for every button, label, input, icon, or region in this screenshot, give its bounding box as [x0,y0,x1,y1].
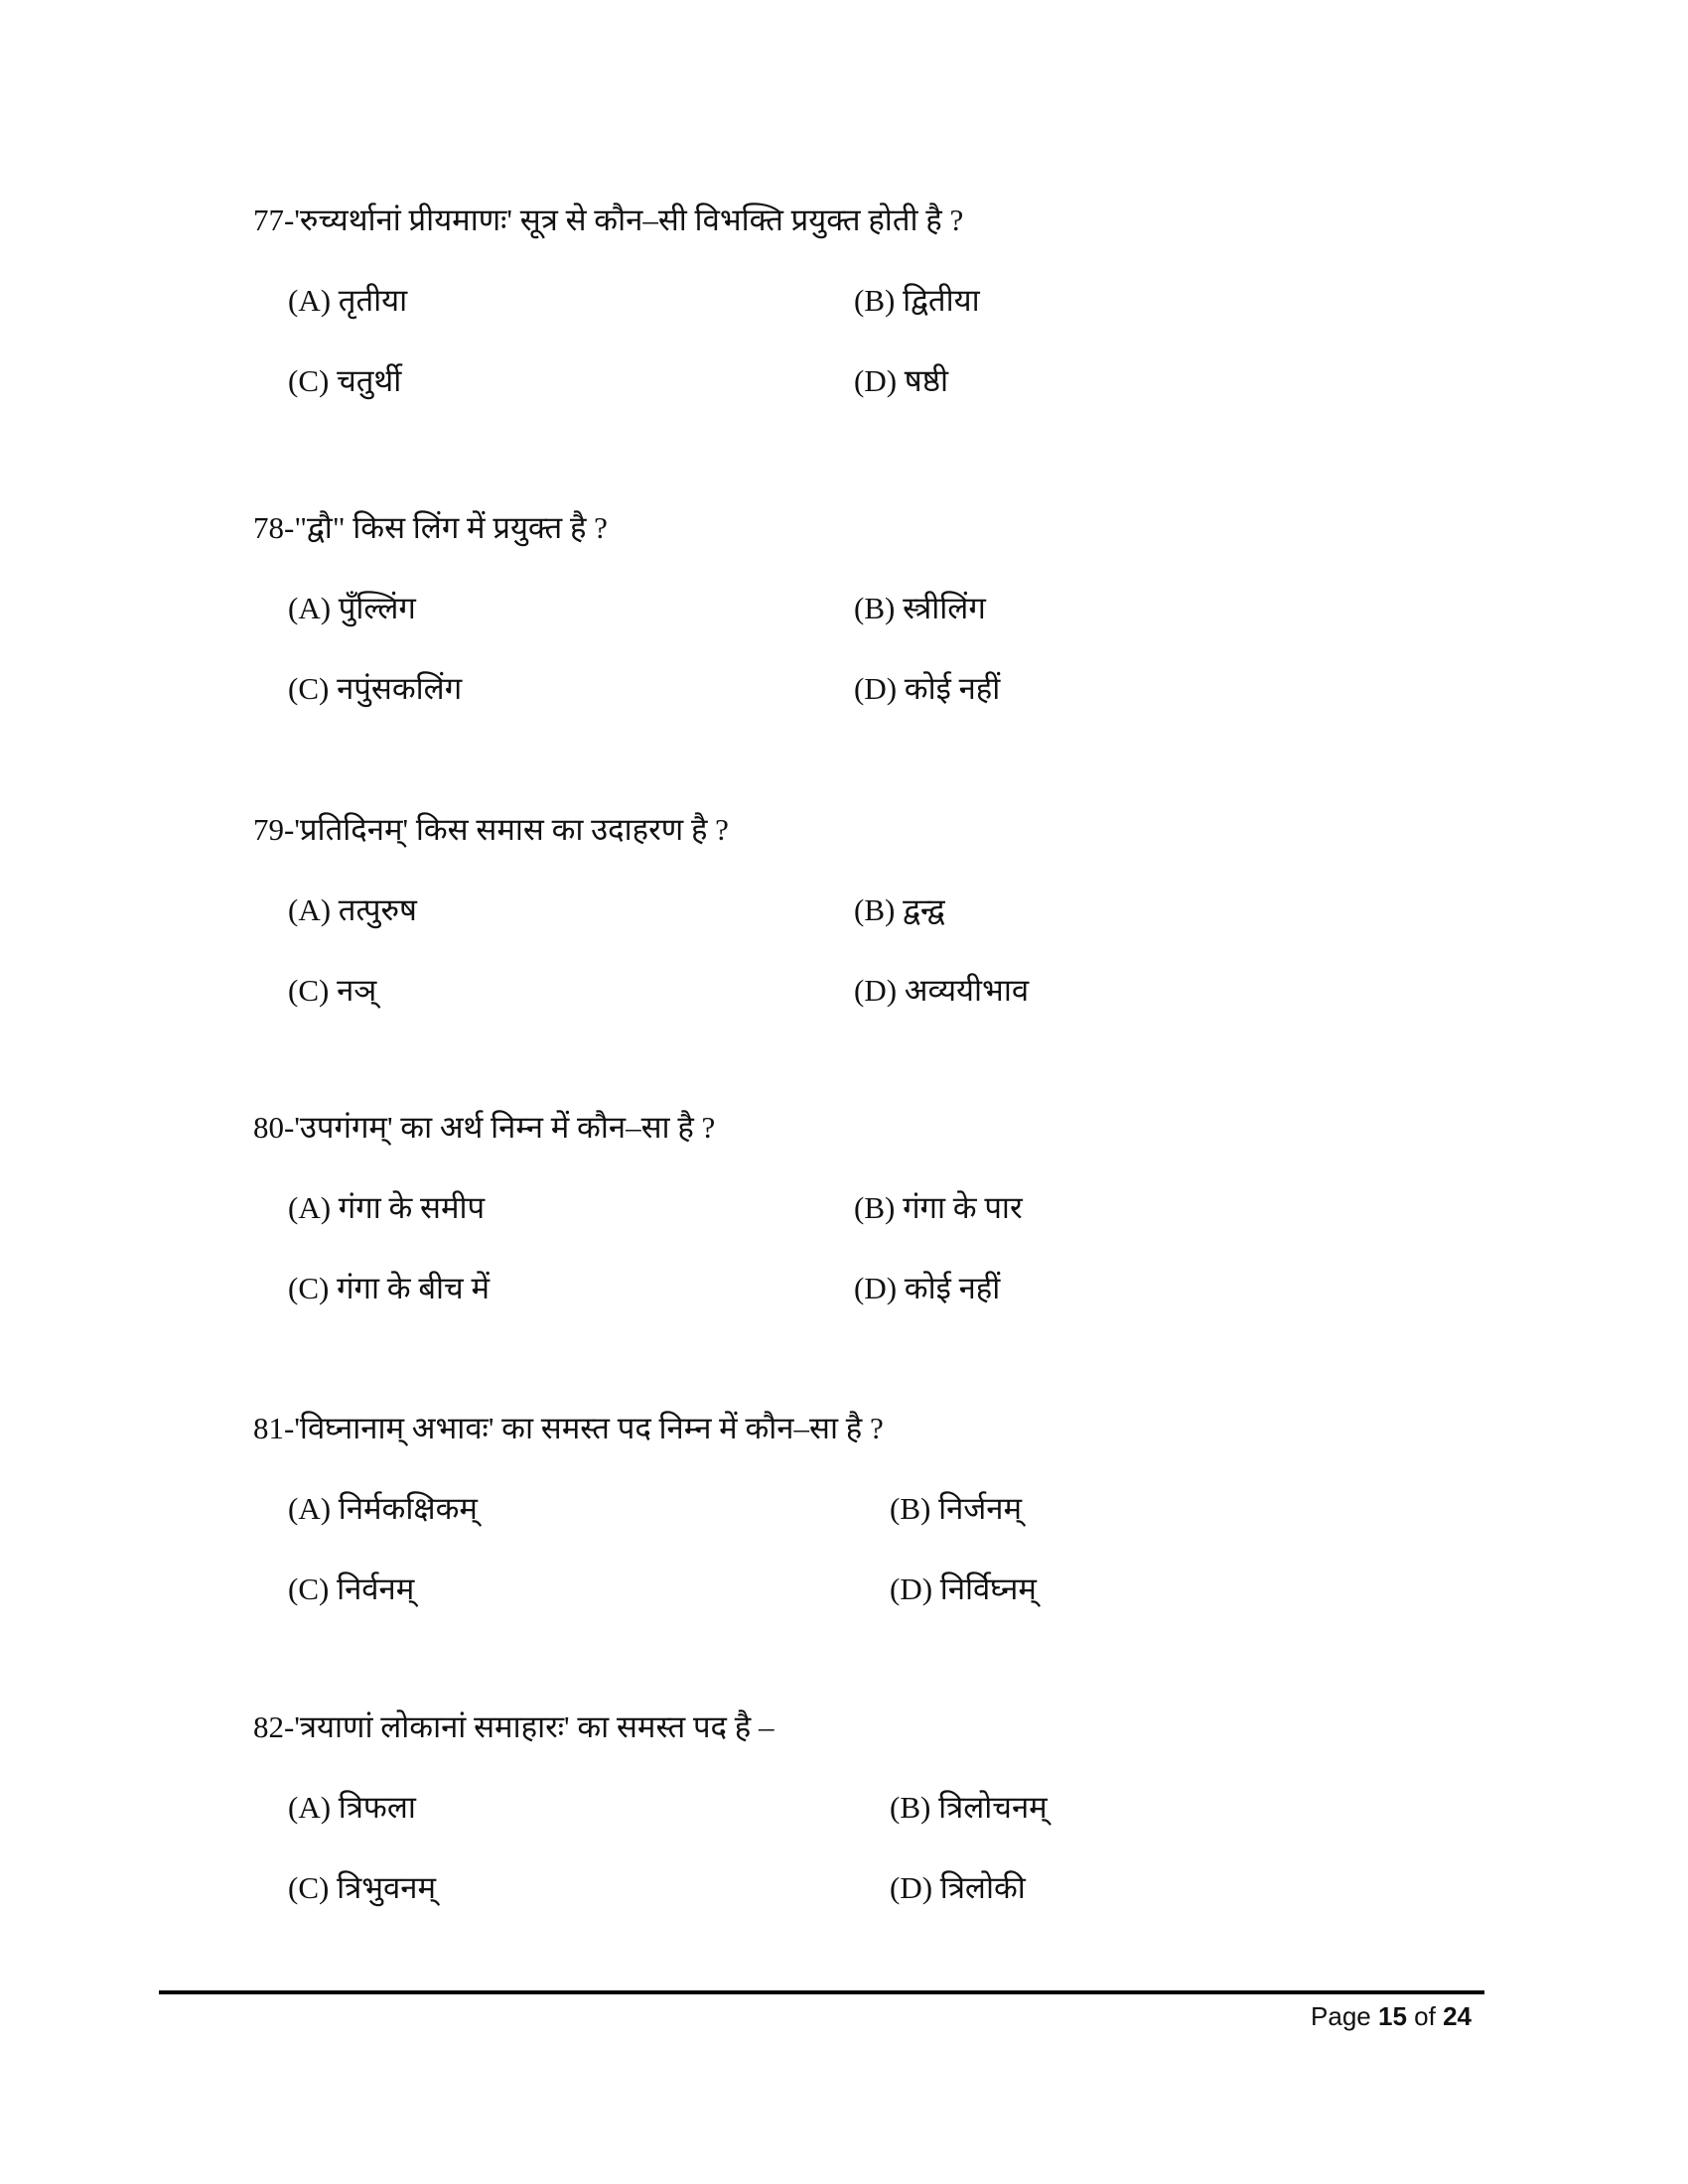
option-a: (A) पुँल्लिंग [288,591,416,625]
option-d: (D) त्रिलोकी [890,1870,1026,1905]
option-c: (C) गंगा के बीच में [288,1271,491,1305]
option-b: (B) त्रिलोचनम् [890,1790,1048,1825]
question-text: 79-'प्रतिदिनम्' किस समास का उदाहरण है ? [253,812,729,847]
question-text: 82-'त्रयाणां लोकानां समाहारः' का समस्त पद है – [253,1709,774,1744]
question-text: 77-'रुच्यर्थानां प्रीयमाणः' सूत्र से कौन–सी विभक्ति प्रयुक्त होती है ? [253,203,964,237]
option-c: (C) नञ् [288,973,377,1008]
option-c: (C) नपुंसकलिंग [288,671,463,706]
option-d: (D) निर्विघ्नम् [890,1571,1037,1606]
option-a: (A) गंगा के समीप [288,1190,486,1225]
option-d: (D) कोई नहीं [854,1271,1001,1305]
option-b: (B) द्वितीया [854,283,980,318]
question-text: 81-'विघ्नानाम् अभावः' का समस्त पद निम्न में कौन–सा है ? [253,1411,884,1445]
option-b: (B) गंगा के पार [854,1190,1023,1225]
of-label: of [1414,2001,1436,2031]
footer-divider [159,1990,1484,1994]
option-a: (A) तृतीया [288,283,408,318]
option-d: (D) कोई नहीं [854,671,1001,706]
option-d: (D) अव्ययीभाव [854,973,1030,1008]
option-a: (A) तत्पुरुष [288,892,417,927]
option-d: (D) षष्ठी [854,363,948,398]
option-c: (C) त्रिभुवनम् [288,1870,436,1905]
current-page: 15 [1378,2001,1407,2031]
option-b: (B) द्वन्द्व [854,892,945,927]
option-c: (C) निर्वनम् [288,1571,415,1606]
option-b: (B) निर्जनम् [890,1491,1023,1526]
total-pages: 24 [1443,2001,1472,2031]
option-a: (A) निर्मकक्षिकम् [288,1491,478,1526]
page-label: Page [1311,2001,1371,2031]
option-a: (A) त्रिफला [288,1790,416,1825]
question-text: 80-'उपगंगम्' का अर्थ निम्न में कौन–सा है ? [253,1110,716,1145]
option-c: (C) चतुर्थी [288,363,402,398]
page-number [1311,2001,1472,2032]
option-b: (B) स्त्रीलिंग [854,591,986,625]
question-text: 78-"द्वौ" किस लिंग में प्रयुक्त है ? [253,510,608,545]
